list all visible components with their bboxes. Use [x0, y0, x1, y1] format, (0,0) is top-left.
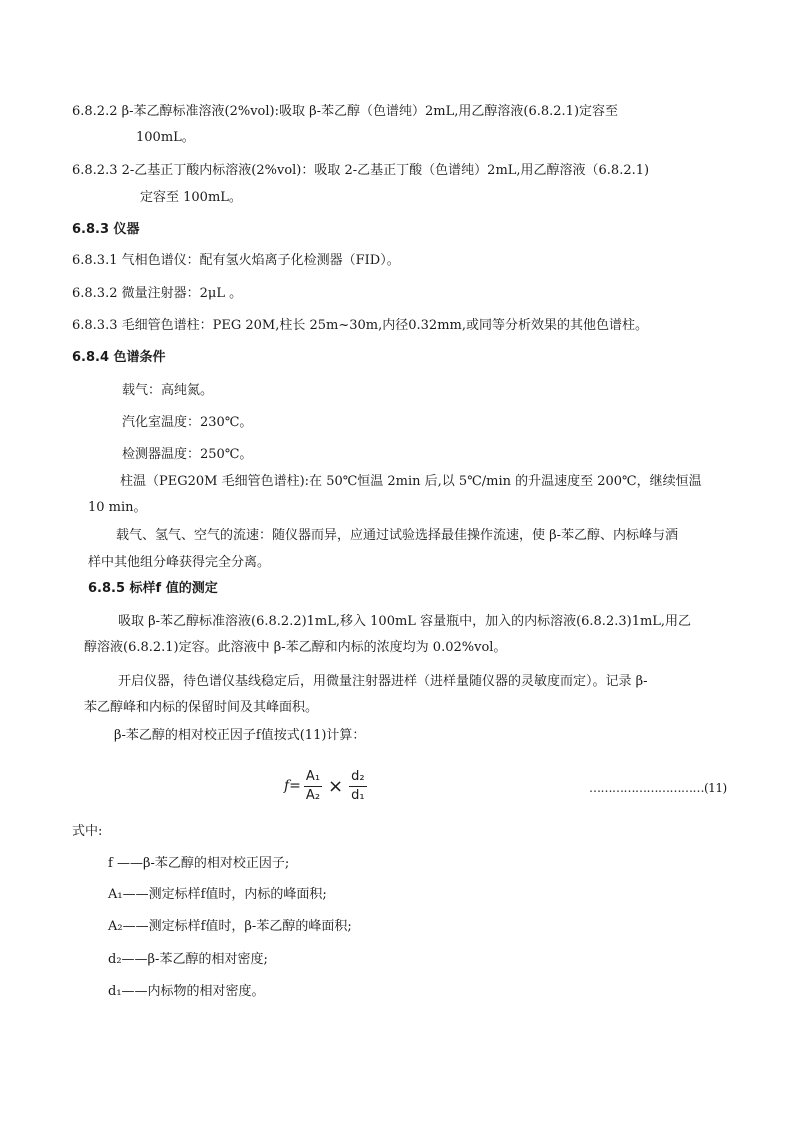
formula-11 [284, 766, 370, 806]
fraction-a [304, 769, 322, 804]
paragraph-6-8-2-2: 6.8.2.2 β-苯乙醇标准溶液(2%vol):吸取 β-苯乙醇（色谱纯）2mL,用乙醇溶液(6.8.2.1)定容至 [72, 104, 619, 119]
condition-flow-rate-cont: 样中其他组分峰获得完全分离。 [88, 555, 271, 570]
numerator-d2: d₂ [349, 769, 366, 787]
condition-carrier-gas: 载气：高纯氮。 [122, 383, 214, 398]
paragraph-6-8-2-2-cont: 100mL。 [136, 130, 195, 145]
fraction-d [349, 769, 366, 804]
denominator-a2: A₂ [305, 787, 321, 803]
paragraph-6-8-2-3: 6.8.2.3 2-乙基正丁酸内标溶液(2%vol)：吸取 2-乙基正丁酸（色谱纯）2mL,用乙醇溶液（6.8.2.1) [72, 163, 650, 178]
paragraph-formula-intro: β-苯乙醇的相对校正因子f值按式(11)计算： [114, 728, 366, 743]
section-heading-6-8-3: 6.8.3 仪器 [72, 222, 140, 237]
paragraph-6-8-3-1: 6.8.3.1 气相色谱仪：配有氢火焰离子化检测器（FID）。 [72, 253, 400, 268]
definition-f: f ——β-苯乙醇的相对校正因子; [108, 856, 290, 871]
formula-lhs: f= [284, 778, 301, 794]
section-heading-6-8-5: 6.8.5 标样f 值的测定 [88, 581, 218, 596]
section-heading-6-8-4: 6.8.4 色谱条件 [72, 350, 166, 365]
denominator-d1: d₁ [351, 787, 365, 803]
where-label: 式中: [72, 824, 103, 839]
condition-column-temp-cont: 10 min。 [88, 500, 147, 515]
definition-a2: A₂——测定标样f值时，β-苯乙醇的峰面积; [108, 919, 352, 934]
condition-column-temp: 柱温（PEG20M 毛细管色谱柱):在 50℃恒温 2min 后,以 5℃/min 的升温速度至 200℃，继续恒温 [120, 474, 702, 489]
definition-a1: A₁——测定标样f值时，内标的峰面积; [108, 887, 327, 902]
condition-vaporizer-temp: 汽化室温度：230℃。 [122, 415, 253, 430]
multiply-sign: × [328, 775, 344, 797]
condition-detector-temp: 检测器温度：250℃。 [122, 447, 253, 462]
equation-number: …………………………(11) [589, 781, 727, 795]
definition-d2: d₂——β-苯乙醇的相对密度; [108, 952, 268, 967]
paragraph-procedure-cont: 苯乙醇峰和内标的保留时间及其峰面积。 [84, 700, 319, 715]
paragraph-6-8-2-3-cont: 定容至 100mL。 [140, 190, 242, 205]
paragraph-procedure: 开启仪器，待色谱仪基线稳定后，用微量注射器进样（进样量随仪器的灵敏度而定）。记录 β- [118, 674, 648, 689]
paragraph-standard-prep-cont: 醇溶液(6.8.2.1)定容。此溶液中 β-苯乙醇和内标的浓度均为 0.02%vol。 [84, 640, 507, 655]
paragraph-6-8-3-3: 6.8.3.3 毛细管色谱柱：PEG 20M,柱长 25m~30m,内径0.32mm,或同等分析效果的其他色谱柱。 [72, 318, 648, 333]
numerator-a1: A₁ [304, 769, 322, 787]
condition-flow-rate: 载气、氢气、空气的流速：随仪器而异，应通过试验选择最佳操作流速，使 β-苯乙醇、内标峰与酒 [116, 528, 679, 543]
paragraph-standard-prep: 吸取 β-苯乙醇标准溶液(6.8.2.2)1mL,移入 100mL 容量瓶中，加入的内标溶液(6.8.2.3)1mL,用乙 [118, 614, 692, 629]
definition-d1: d₁——内标物的相对密度。 [108, 984, 265, 999]
paragraph-6-8-3-2: 6.8.3.2 微量注射器：2μL 。 [72, 286, 243, 301]
